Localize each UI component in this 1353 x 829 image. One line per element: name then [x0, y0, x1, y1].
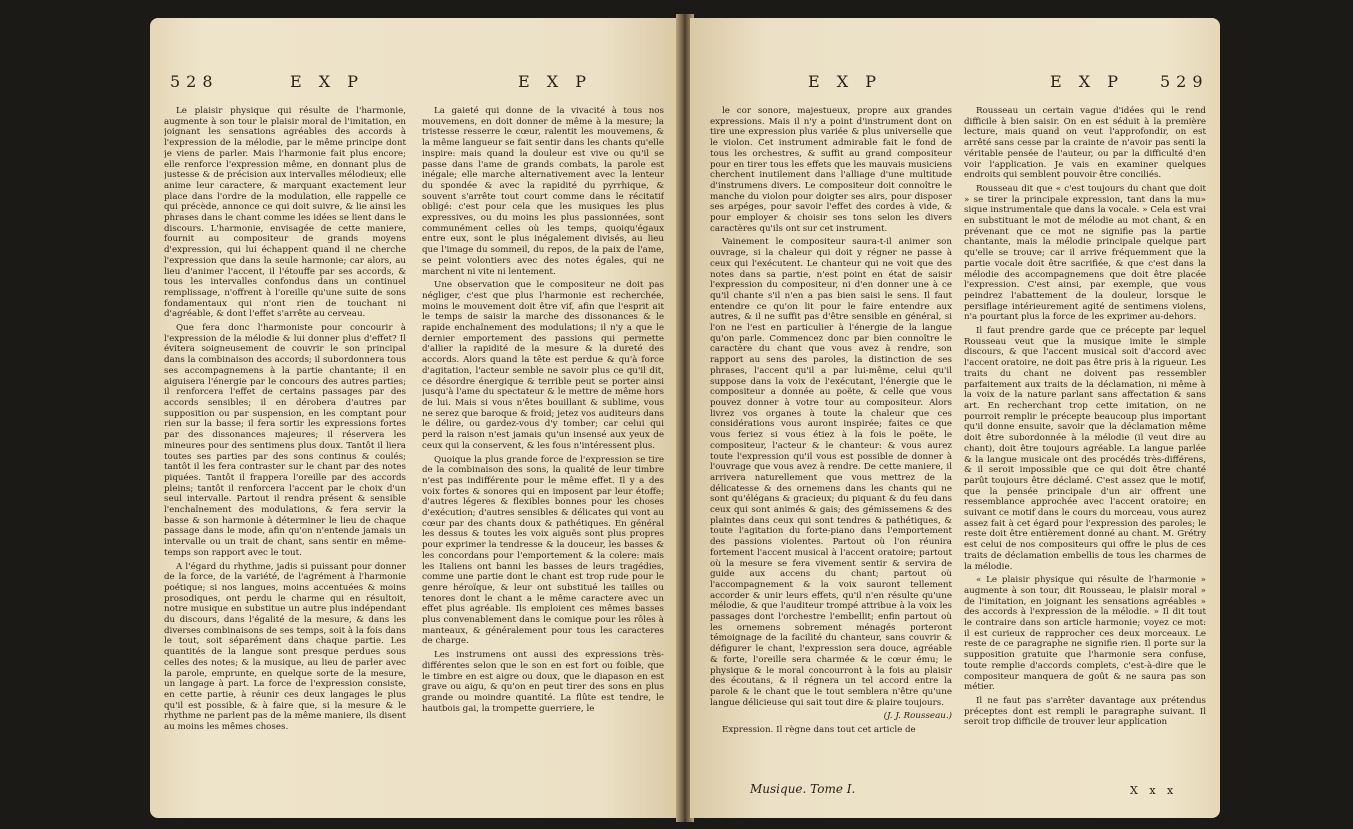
left-column-1 [164, 106, 406, 806]
paragraph: Il ne faut pas s'arrêter davantage aux prétendus préceptes dont est rempli le paragraphe suivant. Il seroit trop difficile de trouver leur application [964, 695, 1206, 728]
running-head-right-col2: E X P [1050, 72, 1125, 91]
right-column-1 [710, 106, 952, 778]
signature-mark: Musique. Tome I. [750, 782, 856, 796]
page-number-left: 528 [170, 72, 219, 91]
paragraph: Le plaisir physique qui résulte de l'harmonie, augmente à son tour le plaisir moral de l'imitation, en joignant les sensations agréables des accords à l'expression de la mélodie, par le même principe dont je viens de parler. Mais l'harmonie fait plus encore; elle renforce l'expression même, en donnant plus de justesse & de précision aux intervalles mélodieux; elle anime leur caractere, & marquant exactement leur place dans l'ordre de la modulation, elle rappelle ce qui précède, annonce ce qui doit suivre, & lie ainsi les phrases dans le chant comme les idées se lient dans le discours. L'harmonie, envisagée de cette maniere, fournit au compositeur de grands moyens d'expression, qui lui échappent quand il ne cherche l'expression que dans la seule harmonie; car alors, au lieu d'animer l'accent, il l'étouffe par ses accords, & tous les intervalles confondus dans un continuel remplissage, n'offrent à l'oreille qu'une suite de sons fondamentaux qui n'ont rien de touchant ni d'agréable, & dont l'effet s'arrête au cerveau. [164, 106, 406, 320]
paragraph: Rousseau un certain vague d'idées qui le rend difficile à bien saisir. On en est séduit à la première lecture, mais quand on veut l'approfondir, on est arrêté sans cesse par la crainte de n'avoir pas senti la véritable pensée de l'auteur, ou par la difficulté d'en voir l'application. Je vais en examiner quelques endroits qui semblent pouvoir être conciliés. [964, 106, 1206, 181]
paragraph: Quoique la plus grande force de l'expression se tire de la combinaison des sons, la qualité de leur timbre n'est pas indifférente pour le même effet. Il y a des voix fortes & sonores qui en imposent par leur étoffe; d'autres légeres & flexibles bonnes pour les choses d'exécution; d'autres sensibles & délicates qui vont au cœur par des chants doux & pathétiques. En général les dessus & toutes les voix aiguës sont plus propres pour exprimer la tendresse & la douceur, les basses & les concordans pour l'emportement & la colere: mais les Italiens ont banni les basses de leurs tragédies, comme une partie dont le chant est trop rude pour le genre héroïque, & leur ont substitué les tailles ou tenores dont le chant a le même caractere avec un effet plus agréable. Ils emploient ces mêmes basses plus convenablement dans le comique pour les rôles à manteaux, & généralement pour tous les caracteres de charge. [422, 454, 664, 647]
running-head-left-col1: E X P [290, 72, 365, 91]
paragraph: le cor sonore, majestueux, propre aux grandes expressions. Mais il n'y a point d'instrument dont on tire une expression plus variée & plus universelle que le violon. Cet instrument admirable fait le fond de tous les orchestres, & suffit au grand compositeur pour en tirer tous les effets que les mauvais musiciens cherchent inutilement dans l'alliage d'une multitude d'instrumens divers. Le compositeur doit connoître le manche du violon pour doigter ses airs, pour disposer ses arpéges, pour savoir l'effet des cordes à vide, & pour employer & choisir ses tons selon les divers caractères qu'ils ont sur cet instrument. [710, 106, 952, 234]
paragraph: Que fera donc l'harmoniste pour concourir à l'expression de la mélodie & lui donner plus d'effet? Il évitera soigneusement de couvrir le son principal dans la combinaison des accords; il subordonnera tous ses accompagnemens à la partie chantante; il en aiguisera l'énergie par le concours des autres parties; il renforcera l'effet de certains passages par des accords sensibles; il en dérobera d'autres par supposition ou par suspension, en les comptant pour rien sur la basse; il fera sortir les expressions fortes par des dissonances majeures; il réservera les mineures pour des sentimens plus doux. Tantôt il liera toutes ses parties par des sons continus & coulés; tantôt il les fera contraster sur le chant par des notes piquées. Tantôt il frappera l'oreille par des accords pleins; tantôt il renforcera l'accent par le choix d'un seul intervalle. Partout il rendra présent & sensible l'enchaînement des modulations, & fera servir la basse & son harmonie à déterminer le lieu de chaque passage dans le mode, afin qu'on n'entende jamais un intervalle ou un trait de chant, sans sentir en même-temps son rapport avec le tout. [164, 323, 406, 558]
paragraph: Vainement le compositeur saura-t-il animer son ouvrage, si la chaleur qui doit y régner ne passe à ceux qui l'exécutent. Le chanteur qui ne voit que des notes dans sa partie, n'est point en état de saisir l'expression du compositeur, ni d'en donner une à ce qu'il chante s'il n'en a pas bien saisi le sens. Il faut entendre ce qu'on lit pour le faire entendre aux autres, & il ne suffit pas d'être sensible en général, si l'on ne l'est en particulier à l'énergie de la langue qu'on parle. Commencez donc par bien connoître le caractère du chant que vous avez à rendre, son rapport au sens des paroles, la distinction de ses phrases, l'accent qu'il a par lui-même, celui qu'il suppose dans la voix de l'exécutant, l'énergie que le compositeur a donnée au poëte, & celle que vous pouvez donner à votre tour au compositeur. Alors livrez vos organes à toute la chaleur que ces considérations vous auront inspirée; faites ce que vous feriez si vous étiez à la fois le poëte, le compositeur, l'acteur & le chanteur: & vous aurez toute l'expression qu'il vous est possible de donner à l'ouvrage que vous avez à rendre. De cette maniere, il arrivera naturellement que vous mettrez de la délicatesse & des ornemens dans les chants qui ne sont qu'élégans & gracieux; du piquant & du feu dans ceux qui sont animés & gais; des gémissemens & des plaintes dans ceux qui sont tendres & pathétiques, & toute l'agitation du forte-piano dans l'emportement des passions violentes. Partout où l'on réunira fortement l'accent musical à l'accent oratoire; partout où la mesure se fera vivement sentir & servira de guide aux accens du chant; partout où l'accompagnement & la voix sauront tellement accorder & unir leurs effets, qu'il n'en résulte qu'une mélodie, & que l'auditeur trompé attribue à la voix les passages dont l'orchestre l'embellit; enfin partout où les ornemens sobrement ménagés porteront témoignage de la facilité du chanteur, sans couvrir & défigurer le chant, l'expression sera douce, agréable & forte, l'oreille sera charmée & le cœur ému; le physique & le moral concourront à la fois au plaisir des écoutans, & il régnera un tel accord entre la parole & le chant que le tout semblera n'être qu'une langue délicieuse qui sait tout dire & plaire toujours. [710, 237, 952, 708]
left-page [150, 18, 680, 818]
catchword: X x x [1130, 784, 1178, 797]
running-head-left-col2: E X P [518, 72, 593, 91]
paragraph: « Le plaisir physique qui résulte de l'harmonie » augmente à son tour, dit Rousseau, le plaisir moral » de l'imitation, en joignant les sensations agréables » des accords à l'expression de la mélodie. » Il dit tout le contraire dans son article harmonie; voyez ce mot: il est curieux de rapprocher ces deux morceaux. Le reste de ce paragraphe ne signifie rien. Il porte sur la supposition gratuite que l'harmonie sera confuse, toute remplie d'accords complets, c'est-à-dire que le compositeur manquera de goût & ne saura pas son métier. [964, 575, 1206, 693]
paragraph: Il faut prendre garde que ce précepte par lequel Rousseau veut que la musique imite le simple discours, & que l'accent musical soit d'accord avec l'accent oratoire, ne doit pas être pris à la rigueur. Les traits du chant ne doivent pas ressembler parfaitement aux traits de la déclamation, ni même à la voix de la nature parlant sans affectation & sans art. En recherchant trop cette imitation, on ne pourroit remplir le précepte beaucoup plus important qu'il donne ensuite, savoir que la déclamation même doit être subordonnée à la mélodie (il veut dire au chant), doit être toujours agréable. La langue parlée & la langue musicale ont des procédés très-différens, & il seroit impossible que ce qui doit être chanté parût toujours être déclamé. C'est assez que le motif, que la pensée principale d'un air offrent une ressemblance approchée avec l'accent oratoire; en suivant ce motif dans le cours du morceau, vous aurez assez fait à cet égard pour l'expression des paroles; le reste doit être entièrement donné au chant. M. Grétry est celui de nos compositeurs qui offre le plus de ces traits de déclamation embellis de tous les charmes de la mélodie. [964, 326, 1206, 572]
paragraph: A l'égard du rhythme, jadis si puissant pour donner de la force, de la variété, de l'agrément à l'harmonie poétique; si nos langues, moins accentuées & moins prosodiques, ont perdu le charme qui en résultoit, notre musique en substitue un autre plus indépendant du discours, dans l'égalité de la mesure, & dans les diverses combinaisons de ses temps, soit à la fois dans le tout, soit séparément dans chaque partie. Les quantités de la langue sont presque perdues sous celles des notes; & la musique, au lieu de parler avec la parole, emprunte, en quelque sorte de la mesure, un langage à part. La force de l'expression consiste, en cette partie, à réunir ces deux langages le plus qu'il est possible, & à faire que, si la mesure & le rhythme ne parlent pas de la même maniere, ils disent au moins les mêmes choses. [164, 561, 406, 733]
paragraph: Les instrumens ont aussi des expressions très-différentes selon que le son en est fort ou foible, que le timbre en est aigre ou doux, que le diapason en est grave ou aigu, & qu'on en peut tirer des sons en plus grande ou moindre quantité. La flûte est tendre, le hautbois gai, la trompette guerriere, le [422, 650, 664, 714]
left-column-2 [422, 106, 664, 806]
running-head-right-col1: E X P [808, 72, 883, 91]
paragraph: Rousseau dit que « c'est toujours du chant que doit » se tirer la principale expression, tant dans la mu» sique instrumentale que dans la vocale. » Cela est vrai en substituant le mot de mélodie au mot chant, & en prévenant que ce mot ne signifie pas la partie chantante, mais la mélodie principale quelque part qu'elle se trouve; car il arrive fréquemment que la partie vocale doit être sacrifiée, & que c'est dans la mélodie des accompagnemens que doit être placée l'expression. C'est ainsi, par exemple, que vous peindrez l'abattement de la douleur, lorsque le persiflage intérieurement agité de sentimens violens, n'a pourtant plus la force de les exprimer au-dehors. [964, 183, 1206, 323]
page-number-right: 529 [1160, 72, 1209, 91]
paragraph: Une observation que le compositeur ne doit pas négliger, c'est que plus l'harmonie est recherchée, moins le mouvement doit être vif, afin que l'esprit ait le temps de saisir la marche des dissonances & le rapide enchaînement des modulations; il n'y a que le dernier emportement des passions qui permette d'allier la rapidité de la mesure & la dureté des accords. Alors quand la tête est perdue & qu'à force d'agitation, l'acteur semble ne savoir plus ce qu'il dit, ce désordre énergique & terrible peut se porter ainsi jusqu'à l'ame du spectateur & le mettre de même hors de lui. Mais si vous n'êtes bouillant & sublime, vous ne serez que baroque & froid; jetez vos auditeurs dans le délire, ou gardez-vous d'y tomber; car celui qui perd la raison n'est jamais qu'un insensé aux yeux de ceux qui la conservent, & les fous n'intéressent plus. [422, 280, 664, 451]
right-page [690, 18, 1220, 818]
attribution: (J. J. Rousseau.) [883, 711, 952, 722]
left-page-header [150, 72, 680, 96]
paragraph: Expression. Il règne dans tout cet article de [722, 725, 916, 736]
paragraph: La gaieté qui donne de la vivacité à tous nos mouvemens, en doit donner de même à la mesure; la tristesse resserre le cœur, ralentit les mouvemens, & la même langueur se fait sentir dans les chants qu'elle inspire: mais quand la douleur est vive ou qu'il se passe dans l'ame de grands combats, la parole est inégale; elle marche alternativement avec la lenteur du spondée & avec la rapidité du pyrrhique, & souvent s'arrête tout court comme dans le récitatif obligé: c'est pour cela que les musiques les plus expressives, ou du moins les plus passionnées, sont communément celles où les temps, quoiqu'égaux entre eux, sont le plus inégalement divisés, au lieu que l'image du sommeil, du repos, de la paix de l'ame, se peint volontiers avec des notes égales, qui ne marchent ni vite ni lentement. [422, 106, 664, 277]
right-column-2 [964, 106, 1206, 778]
right-page-header [690, 72, 1220, 96]
